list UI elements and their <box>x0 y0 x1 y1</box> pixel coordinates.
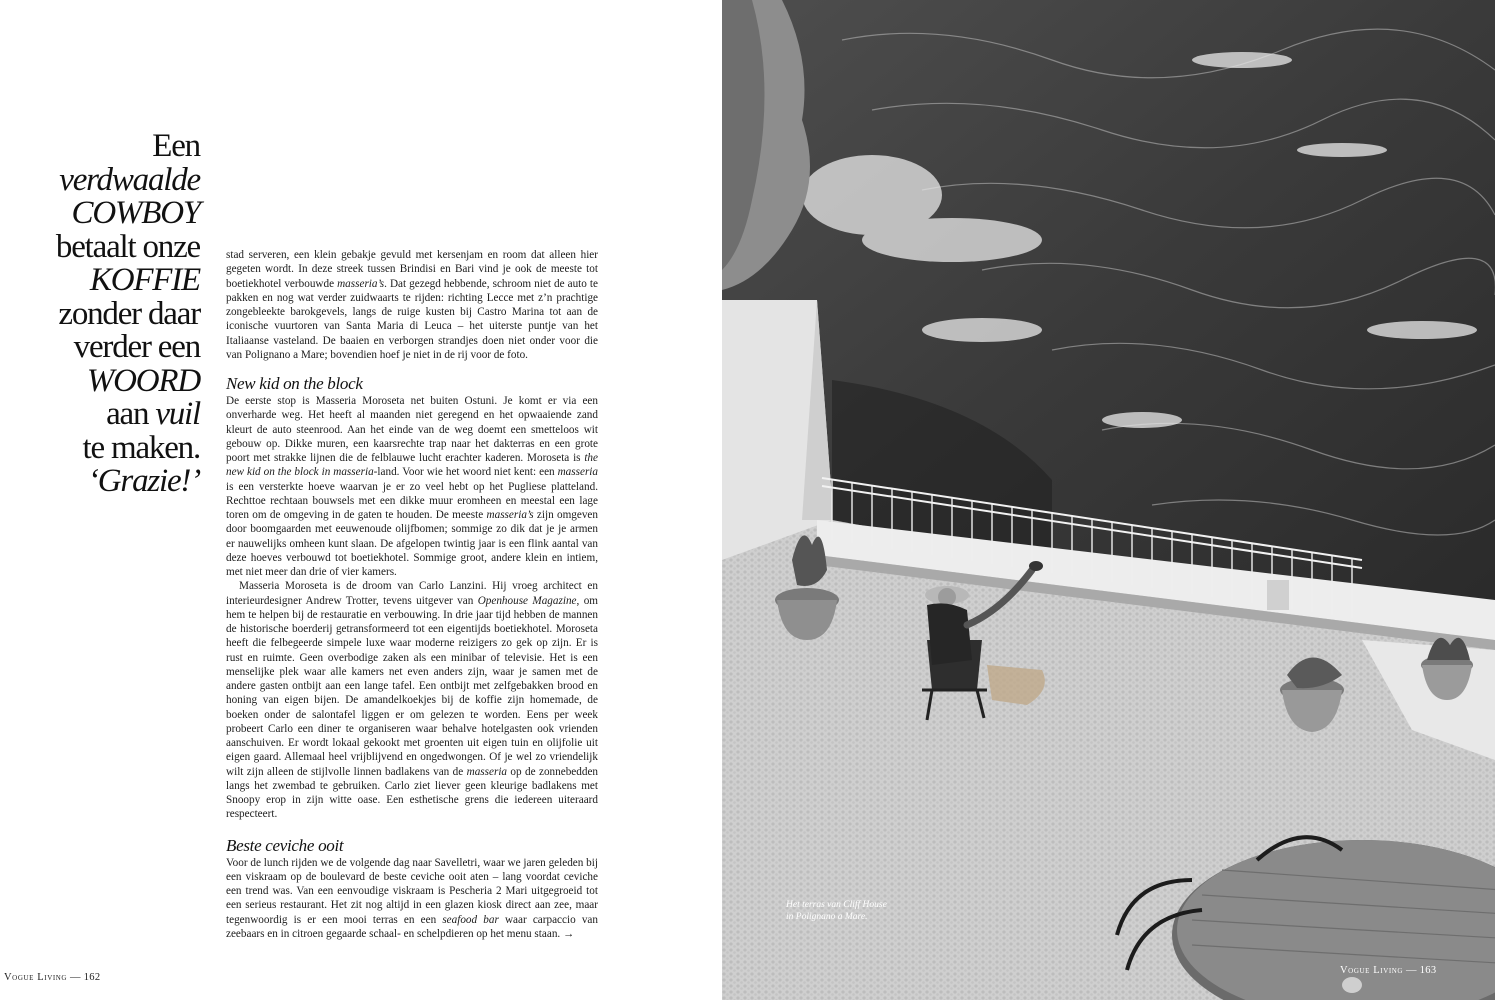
pull-quote-line: COWBOY <box>71 195 200 231</box>
pull-quote-line: aan vuil <box>106 396 200 432</box>
intro-paragraph: stad serveren, een klein gebakje gevuld met kersenjam en room dat alleen hier gegeten wordt. In deze streek tussen Brindisi en Bari vind je ook de meeste tot boetiekhotel verbouwde masseria’s. Dat gezegd hebbende, schroom niet de auto te pakken en nog wat verder zuidwaarts te rijden: richting Lecce met z’n prachtige zongebleekte barokgevels, langs de ruige kusten bij Castro Marina tot aan de iconische vuurtoren van Santa Maria di Leuca – het uiterste puntje van het Italiaanse vasteland. De baaien en verborgen strandjes doen niet onder voor die van Polignano a Mare; bovendien hoef je niet in de rij voor de foto. <box>226 249 598 361</box>
italic-term: masseria’s <box>486 509 534 521</box>
pull-quote-line: verder een <box>73 329 200 365</box>
pull-quote-line: betaalt onze <box>55 228 200 265</box>
pull-quote-line: ‘Grazie!’ <box>88 463 200 499</box>
section2-paragraph: Voor de lunch rijden we de volgende dag naar Savelletri, waar we jaren geleden bij een viskraam op de boulevard de beste ceviche ooit aten – lang voordat ceviche een trend was. Van een eenvoudige viskraam is Pescheria 2 Mari uitgegroeid tot een serieus restaurant. Het zit nog altijd in een glazen kiosk direct aan zee, maar tegenwoordig is er een mooi terras en een seafood bar waar carpaccio van zeebaars en in citroen gegaarde schaal- en schelpdieren op het menu staan. → <box>226 856 598 940</box>
photo-caption: Het terras van Cliff House in Polignano a Mare. <box>786 900 887 922</box>
italic-term: masseria’s <box>337 277 385 290</box>
folio-page-number: 162 <box>83 972 101 983</box>
pull-quote-line: WOORD <box>86 362 200 399</box>
folio-magazine: Vogue Living <box>4 972 68 983</box>
folio-right <box>1340 965 1436 976</box>
pull-quote-line: verdwaalde <box>59 161 200 198</box>
pull-quote <box>0 130 200 499</box>
folio-magazine-right: Vogue Living <box>1340 965 1404 976</box>
pull-quote-line: Een <box>152 128 200 164</box>
article-body <box>226 248 598 941</box>
pull-quote-line: zonder daar <box>58 295 200 332</box>
italic-term: masseria <box>466 765 508 778</box>
folio-separator-right: — <box>1403 965 1420 976</box>
left-page <box>0 0 722 1000</box>
section-heading-ceviche: Beste ceviche ooit <box>226 835 344 855</box>
italic-term: the new kid on the block in masseria <box>226 452 598 479</box>
pull-quote-line: KOFFIE <box>89 262 200 298</box>
section-heading-new-kid: New kid on the block <box>226 374 363 393</box>
section1-paragraph-1: De eerste stop is Masseria Moroseta net buiten Ostuni. Je komt er via een onverharde weg. Het heeft al maanden niet geregend en het opwaaiende zand kleurt de auto steenrood. Aan het einde van de weg doemt een smetteloos wit gebouw op. Dikke muren, een kaarsrechte trap naar het dakterras en een grote poort met strakke lijnen die de felblauwe lucht erachter kaderen. Moroseta is the new kid on the block in masseria-land. Voor wie het woord niet kent: een masseria is een versterkte hoeve waarvan je er zo veel hebt op het Pugliese platteland. Rechttoe rechtaan bouwsels met een dikke muur eromheen en meestal een lage toren om de omgeving in de gaten te houden. De meeste masseria’s zijn omgeven door boomgaarden met eeuwenoude olijfbomen; sommige zo dik dat je je armen er nauwelijks omheen kunt slaan. De afgelopen twintig jaar is een flink aantal van deze hoeves verbouwd tot boetiekhotel. Sommige groot, andere klein en intiem, met niet meer dan drie of vier kamers. <box>226 395 598 578</box>
section1-paragraph-2: Masseria Moroseta is de droom van Carlo Lanzini. Hij vroeg architect en interieurdesigner Andrew Trotter, tevens uitgever van Openhouse Magazine, om hem te helpen bij de restauratie en verbouwing. In drie jaar tijd hebben de mannen de historische boerderij getransformeerd tot een eigentijds boetiekhotel. Moroseta heeft die felbegeerde simpele luxe waar moderne reizigers zo gek op zijn. Er is rust en ruimte. Geen overbodige zaken als een minibar of televisie. Het is een menselijke plek waar alle kamers net even anders zijn, waar je samen met de andere gasten ontbijt aan een lange tafel. Een ontbijt met zelfgebakken brood en honing van eigen bijen. De amandelkoekjes bij de koffie zijn homemade, de boeken onder de salontafel liggen er om gelezen te worden. Eens per week probeert Carlo een diner te organiseren waar behalve hotelgasten ook vrienden aanschuiven. Er wordt lokaal gekookt met groenten uit eigen tuin en olijfolie uit eigen gaard. Allemaal heel vrijblijvend en ongedwongen. Of je wel zo vriendelijk wilt zijn alleen de stijlvolle linnen badlakens van de masseria op de zonnebedden langs het zwembad te gebruiken. Carlo ziet liever geen kleurige badlakens met Snoopy erop in zijn witte oase. Een esthetische grens die iedereen uiteraard respecteert. <box>226 580 599 821</box>
italic-term: masseria <box>557 466 598 479</box>
folio-page-number-right: 163 <box>1419 965 1437 976</box>
folio-separator: — <box>67 972 84 983</box>
pull-quote-line: te maken. <box>82 429 200 466</box>
terrace-sea-photo <box>722 0 1495 1000</box>
folio-left <box>4 972 100 983</box>
italic-term: seafood bar <box>442 913 499 926</box>
italic-term: Openhouse Magazine <box>477 594 577 607</box>
right-page-photo <box>722 0 1495 1000</box>
